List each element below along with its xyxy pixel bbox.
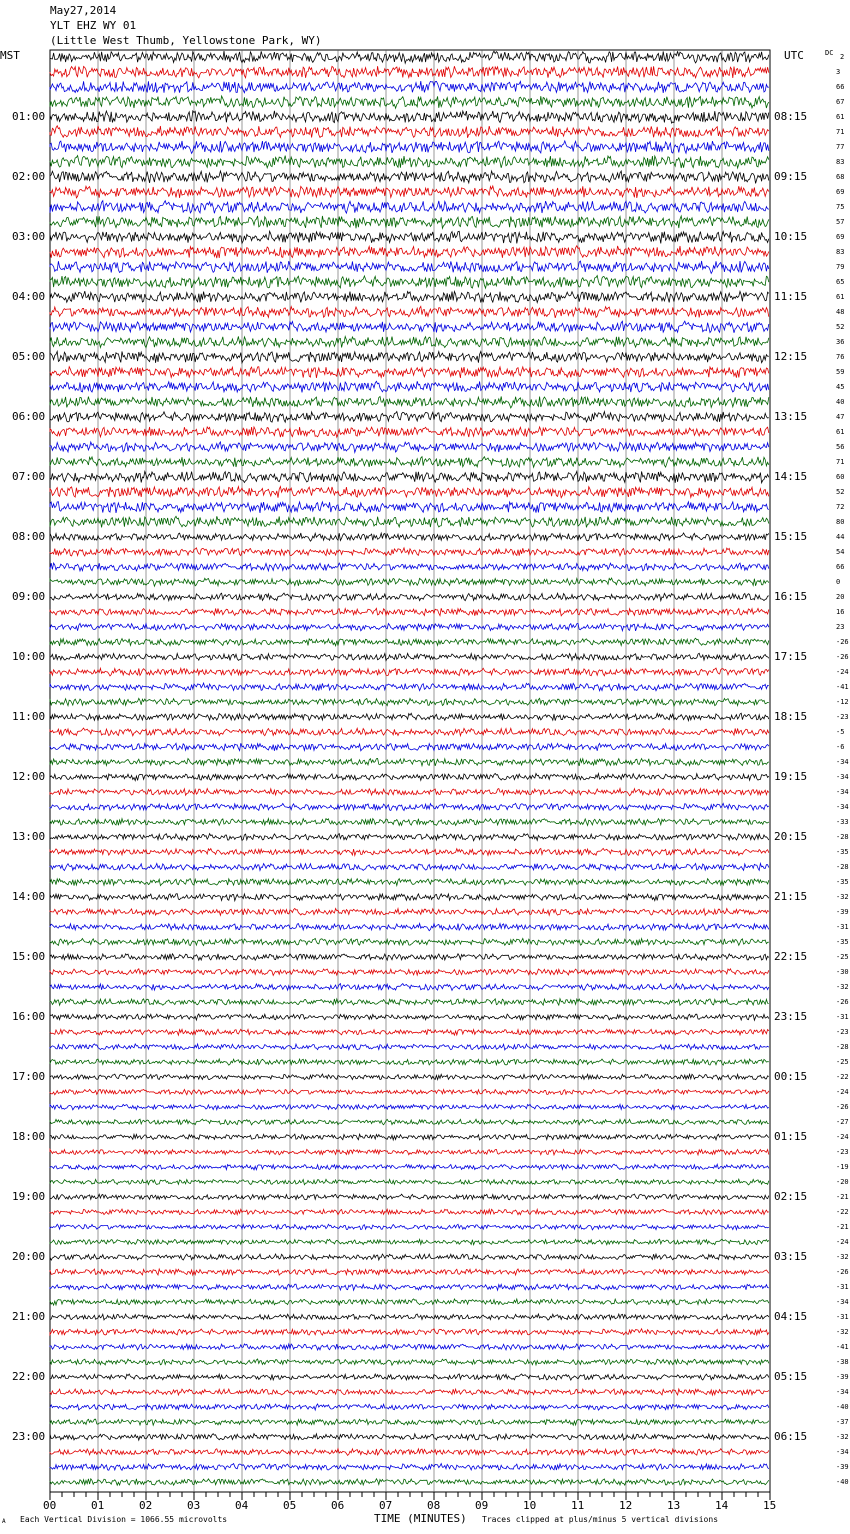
seismic-trace	[50, 471, 769, 482]
seismic-trace	[50, 442, 769, 453]
seismic-trace	[50, 653, 769, 660]
seismic-trace	[50, 156, 769, 168]
right-hour-label: 01:15	[774, 1130, 808, 1143]
dc-offset-value: 23	[836, 623, 845, 631]
dc-offset-value: 61	[836, 428, 845, 436]
right-hour-label: 04:15	[774, 1310, 808, 1323]
left-hour-label: 11:00	[12, 710, 46, 723]
seismic-trace	[50, 1389, 769, 1395]
seismic-trace	[50, 246, 769, 258]
dc-offset-value: 71	[836, 128, 845, 136]
dc-offset-value: -32	[836, 1253, 849, 1261]
dc-offset-value: -25	[836, 953, 849, 961]
dc-offset-value: -35	[836, 848, 849, 856]
right-hour-label: 17:15	[774, 650, 808, 663]
dc-offset-value: -21	[836, 1193, 849, 1201]
dc-offset-value: 60	[836, 473, 845, 481]
seismic-trace	[50, 909, 769, 916]
seismic-trace	[50, 1044, 769, 1050]
dc-offset-value: -30	[836, 968, 849, 976]
x-tick-label: 03	[187, 1499, 201, 1512]
seismic-trace	[50, 291, 769, 302]
seismic-trace	[50, 819, 769, 826]
scale-note: Each Vertical Division = 1066.55 microvolts	[20, 1515, 228, 1524]
seismic-trace	[50, 412, 769, 423]
seismic-trace	[50, 216, 769, 228]
seismic-trace	[50, 533, 769, 541]
x-tick-label: 07	[379, 1499, 393, 1512]
seismic-trace	[50, 954, 769, 960]
seismic-trace	[50, 1479, 769, 1485]
seismic-trace	[50, 1239, 769, 1245]
seismic-trace	[50, 938, 769, 945]
dc-offset-value: 48	[836, 308, 845, 316]
seismic-trace	[50, 1434, 769, 1440]
dc-offset-value: 2	[840, 53, 845, 61]
right-hour-label: 16:15	[774, 590, 808, 603]
dc-offset-value: -6	[836, 743, 845, 751]
seismic-trace	[50, 51, 769, 63]
seismic-trace	[50, 457, 769, 468]
dc-offset-value: 72	[836, 503, 845, 511]
seismic-trace	[50, 1284, 769, 1290]
seismic-trace	[50, 306, 769, 318]
dc-offset-value: -22	[836, 1073, 849, 1081]
x-tick-label: 10	[523, 1499, 537, 1512]
seismic-trace	[50, 1149, 769, 1155]
dc-offset-value: 20	[836, 593, 845, 601]
seismic-trace	[50, 608, 769, 616]
seismic-trace	[50, 516, 769, 527]
dc-offset-value: -23	[836, 1148, 849, 1156]
seismic-trace	[50, 803, 769, 810]
x-tick-label: 12	[619, 1499, 633, 1512]
dc-offset-value: -19	[836, 1163, 849, 1171]
dc-offset-value: 69	[836, 188, 845, 196]
seismic-trace	[50, 336, 769, 347]
dc-offset-value: 44	[836, 533, 845, 541]
left-hour-label: 06:00	[12, 410, 46, 423]
dc-offset-value: 66	[836, 563, 845, 571]
seismic-trace	[50, 502, 769, 513]
seismic-trace	[50, 743, 769, 751]
x-tick-label: 00	[43, 1499, 57, 1512]
right-hour-label: 19:15	[774, 770, 808, 783]
dc-offset-value: -34	[836, 758, 849, 766]
dc-offset-value: -12	[836, 698, 849, 706]
seismic-trace	[50, 623, 769, 631]
dc-offset-value: -32	[836, 1328, 849, 1336]
dc-offset-value: 56	[836, 443, 845, 451]
seismic-trace	[50, 1134, 769, 1140]
right-hour-label: 00:15	[774, 1070, 808, 1083]
right-hour-label: 05:15	[774, 1370, 808, 1383]
right-hour-label: 11:15	[774, 290, 808, 303]
dc-offset-value: 45	[836, 383, 845, 391]
left-hour-label: 23:00	[12, 1430, 46, 1443]
seismic-trace	[50, 1464, 769, 1471]
seismic-trace	[50, 201, 769, 214]
right-hour-label: 13:15	[774, 410, 808, 423]
right-hour-label: 21:15	[774, 890, 808, 903]
dc-offset-value: -31	[836, 1283, 849, 1291]
dc-offset-value: 52	[836, 488, 845, 496]
seismic-trace	[50, 381, 769, 392]
dc-offset-value: -39	[836, 1373, 849, 1381]
dc-offset-value: -37	[836, 1418, 849, 1426]
seismic-trace	[50, 1344, 769, 1350]
left-hour-label: 15:00	[12, 950, 46, 963]
right-hour-label: 23:15	[774, 1010, 808, 1023]
seismic-trace	[50, 427, 769, 437]
dc-offset-value: 0	[836, 578, 841, 586]
dc-offset-value: -25	[836, 1058, 849, 1066]
dc-offset-value: 61	[836, 293, 845, 301]
dc-offset-value: -26	[836, 1103, 849, 1111]
dc-offset-value: -24	[836, 1088, 849, 1096]
seismic-trace	[50, 894, 769, 901]
dc-offset-value: -28	[836, 833, 849, 841]
x-axis-title: TIME (MINUTES)	[374, 1512, 467, 1525]
seismic-trace	[50, 638, 769, 646]
dc-offset-value: -28	[836, 863, 849, 871]
seismic-trace	[50, 728, 769, 736]
seismic-trace	[50, 1194, 769, 1200]
left-hour-label: 13:00	[12, 830, 46, 843]
seismic-trace	[50, 276, 769, 289]
right-hour-label: 08:15	[774, 110, 808, 123]
dc-offset-value: -22	[836, 1208, 849, 1216]
dc-offset-value: -24	[836, 1133, 849, 1141]
seismic-trace	[50, 1449, 769, 1456]
seismic-trace	[50, 789, 769, 796]
left-hour-label: 22:00	[12, 1370, 46, 1383]
dc-offset-value: -26	[836, 638, 849, 646]
seismic-trace	[50, 774, 769, 781]
left-hour-label: 18:00	[12, 1130, 46, 1143]
dc-offset-value: 52	[836, 323, 845, 331]
left-hour-label: 14:00	[12, 890, 46, 903]
dc-offset-value: 71	[836, 458, 845, 466]
dc-offset-value: 16	[836, 608, 845, 616]
seismic-trace	[50, 969, 769, 976]
seismic-trace	[50, 1089, 769, 1094]
seismic-trace	[50, 1299, 769, 1305]
seismic-trace	[50, 1329, 769, 1335]
plot-frame	[50, 50, 770, 1492]
seismic-trace	[50, 548, 769, 556]
dc-offset-value: -40	[836, 1403, 849, 1411]
seismic-trace	[50, 141, 769, 154]
seismic-trace	[50, 759, 769, 766]
right-hour-label: 22:15	[774, 950, 808, 963]
dc-offset-value: -39	[836, 908, 849, 916]
x-tick-label: 05	[283, 1499, 297, 1512]
seismic-trace	[50, 321, 769, 333]
seismic-trace	[50, 1209, 769, 1215]
dc-offset-value: -31	[836, 1313, 849, 1321]
x-tick-label: 02	[139, 1499, 153, 1512]
dc-offset-value: -24	[836, 1238, 849, 1246]
dc-offset-value: 36	[836, 338, 845, 346]
left-hour-label: 03:00	[12, 230, 46, 243]
dc-offset-value: -32	[836, 893, 849, 901]
dc-offset-value: -34	[836, 1448, 849, 1456]
dc-offset-value: -32	[836, 1433, 849, 1441]
seismic-trace	[50, 231, 769, 243]
dc-offset-value: -35	[836, 938, 849, 946]
dc-offset-value: 57	[836, 218, 845, 226]
seismic-trace	[50, 1119, 769, 1125]
station-code: YLT EHZ WY 01	[50, 19, 137, 32]
seismic-trace	[50, 367, 769, 378]
seismic-trace	[50, 563, 769, 571]
left-hour-label: 04:00	[12, 290, 46, 303]
left-hour-label: 07:00	[12, 470, 46, 483]
seismic-trace	[50, 984, 769, 991]
dc-offset-value: 65	[836, 278, 845, 286]
seismic-trace	[50, 698, 769, 706]
dc-offset-value: -40	[836, 1478, 849, 1486]
seismic-trace	[50, 1224, 769, 1230]
left-hour-label: 02:00	[12, 170, 46, 183]
dc-offset-value: -34	[836, 1388, 849, 1396]
dc-offset-value: -32	[836, 983, 849, 991]
seismic-trace	[50, 1104, 769, 1110]
dc-offset-value: -27	[836, 1118, 849, 1126]
right-hour-label: 18:15	[774, 710, 808, 723]
dc-offset-value: 61	[836, 113, 845, 121]
right-hour-label: 15:15	[774, 530, 808, 543]
x-tick-label: 13	[667, 1499, 681, 1512]
dc-offset-value: 59	[836, 368, 845, 376]
seismic-trace	[50, 999, 769, 1006]
x-tick-label: 14	[715, 1499, 729, 1512]
x-tick-label: 06	[331, 1499, 345, 1512]
seismic-trace	[50, 1179, 769, 1185]
seismic-trace	[50, 1314, 769, 1320]
seismic-trace	[50, 578, 769, 586]
dc-offset-value: -21	[836, 1223, 849, 1231]
dc-offset-value: 83	[836, 248, 845, 256]
x-tick-label: 11	[571, 1499, 585, 1512]
seismic-trace	[50, 487, 769, 498]
dc-offset-value: -34	[836, 773, 849, 781]
seismic-trace	[50, 1029, 769, 1035]
seismic-trace	[50, 396, 769, 408]
seismic-trace	[50, 1254, 769, 1260]
right-hour-label: 10:15	[774, 230, 808, 243]
seismic-trace	[50, 261, 769, 274]
left-hour-label: 20:00	[12, 1250, 46, 1263]
dc-offset-value: -41	[836, 683, 849, 691]
dc-offset-value: -31	[836, 1013, 849, 1021]
dc-offset-value: -28	[836, 1043, 849, 1051]
dc-offset-value: 80	[836, 518, 845, 526]
x-tick-label: 08	[427, 1499, 441, 1512]
dc-offset-value: -23	[836, 1028, 849, 1036]
left-hour-label: 10:00	[12, 650, 46, 663]
left-hour-label: 12:00	[12, 770, 46, 783]
dc-offset-value: 83	[836, 158, 845, 166]
dc-offset-value: -38	[836, 1358, 849, 1366]
dc-offset-value: -41	[836, 1343, 849, 1351]
seismic-trace	[50, 1419, 769, 1425]
right-hour-label: 14:15	[774, 470, 808, 483]
right-hour-label: 03:15	[774, 1250, 808, 1263]
dc-offset-value: -24	[836, 668, 849, 676]
left-hour-label: 16:00	[12, 1010, 46, 1023]
dc-offset-value: 76	[836, 353, 845, 361]
dc-offset-value: 3	[836, 68, 841, 76]
seismic-trace	[50, 1269, 769, 1275]
left-hour-label: 21:00	[12, 1310, 46, 1323]
seismic-trace	[50, 351, 769, 362]
dc-offset-value: -34	[836, 1298, 849, 1306]
seismic-trace	[50, 879, 769, 886]
seismic-trace	[50, 1074, 769, 1080]
x-tick-label: 01	[91, 1499, 105, 1512]
seismic-trace	[50, 171, 769, 183]
seismic-trace	[50, 81, 769, 93]
seismic-trace	[50, 593, 769, 601]
left-hour-label: 19:00	[12, 1190, 46, 1203]
seismic-trace	[50, 1014, 769, 1020]
dc-offset-value: -35	[836, 878, 849, 886]
dc-offset-value: -31	[836, 923, 849, 931]
x-tick-label: 04	[235, 1499, 249, 1512]
right-hour-label: 20:15	[774, 830, 808, 843]
right-hour-label: 12:15	[774, 350, 808, 363]
seismic-trace	[50, 1359, 769, 1365]
seismic-trace	[50, 683, 769, 691]
station-location: (Little West Thumb, Yellowstone Park, WY)	[50, 34, 322, 47]
dc-offset-value: 67	[836, 98, 845, 106]
seismic-trace	[50, 713, 769, 720]
corner-mark: A	[2, 1518, 6, 1525]
seismic-trace	[50, 834, 769, 841]
left-hour-label: 08:00	[12, 530, 46, 543]
clip-note: Traces clipped at plus/minus 5 vertical divisions	[482, 1515, 719, 1524]
seismic-trace	[50, 1404, 769, 1410]
right-hour-label: 09:15	[774, 170, 808, 183]
dc-offset-header: DC	[825, 49, 834, 57]
x-tick-label: 15	[763, 1499, 777, 1512]
dc-offset-value: 75	[836, 203, 845, 211]
seismic-trace	[50, 864, 769, 871]
x-tick-label: 09	[475, 1499, 489, 1512]
dc-offset-value: -26	[836, 1268, 849, 1276]
seismic-trace	[50, 848, 769, 855]
seismic-trace	[50, 924, 769, 931]
seismic-trace	[50, 1164, 769, 1170]
seismic-trace	[50, 1059, 769, 1065]
right-hour-label: 06:15	[774, 1430, 808, 1443]
dc-offset-value: -5	[836, 728, 845, 736]
left-hour-label: 09:00	[12, 590, 46, 603]
dc-offset-value: -20	[836, 1178, 849, 1186]
dc-offset-value: -39	[836, 1463, 849, 1471]
seismic-trace	[50, 66, 769, 78]
dc-offset-value: -26	[836, 998, 849, 1006]
dc-offset-value: 54	[836, 548, 845, 556]
seismic-trace	[50, 668, 769, 676]
left-timezone-label: MST	[0, 49, 20, 62]
left-hour-label: 17:00	[12, 1070, 46, 1083]
left-hour-label: 01:00	[12, 110, 46, 123]
dc-offset-value: 40	[836, 398, 845, 406]
dc-offset-value: 66	[836, 83, 845, 91]
seismic-trace	[50, 126, 769, 138]
right-timezone-label: UTC	[784, 49, 804, 62]
left-hour-label: 05:00	[12, 350, 46, 363]
dc-offset-value: 69	[836, 233, 845, 241]
plot-date: May27,2014	[50, 4, 117, 17]
dc-offset-value: 79	[836, 263, 845, 271]
dc-offset-value: -34	[836, 788, 849, 796]
dc-offset-value: 47	[836, 413, 845, 421]
seismic-trace	[50, 96, 769, 108]
dc-offset-value: -34	[836, 803, 849, 811]
seismic-trace	[50, 111, 769, 123]
seismic-trace	[50, 1374, 769, 1380]
right-hour-label: 02:15	[774, 1190, 808, 1203]
dc-offset-value: -33	[836, 818, 849, 826]
seismic-trace	[50, 186, 769, 198]
dc-offset-value: 68	[836, 173, 845, 181]
dc-offset-value: 77	[836, 143, 845, 151]
dc-offset-value: -26	[836, 653, 849, 661]
dc-offset-value: -23	[836, 713, 849, 721]
